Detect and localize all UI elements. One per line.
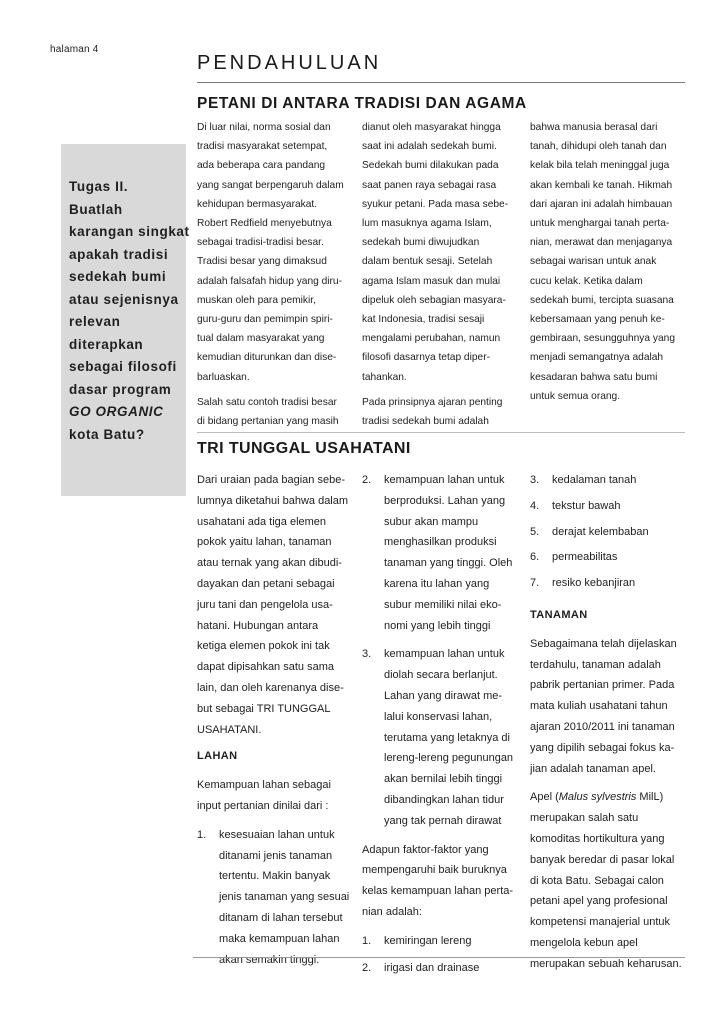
list-item-2 bbox=[362, 470, 522, 636]
text-line: sedekah bumi diwujudkan bbox=[362, 237, 480, 249]
text-line: pokok yaitu lahan, tanaman bbox=[197, 536, 332, 549]
text-line: untuk semua orang. bbox=[530, 390, 621, 402]
text-line: lereng-lereng pegunungan bbox=[384, 752, 514, 765]
text-line: ditanam di lahan tersebut bbox=[219, 911, 343, 924]
section-title: PENDAHULUAN bbox=[197, 52, 382, 74]
text-line: yang dipilih sebagai fokus ka- bbox=[530, 741, 675, 754]
text-line: yang sangat berpengaruh dalam bbox=[197, 179, 344, 191]
assignment-line: diterapkan bbox=[69, 336, 144, 352]
factor-text: kemiringan lereng bbox=[384, 934, 472, 947]
text-line: terutama yang letaknya di bbox=[384, 731, 510, 744]
apel-line bbox=[530, 787, 690, 808]
middle-divider bbox=[197, 432, 685, 433]
text-line: input pertanian dinilai dari : bbox=[197, 799, 329, 812]
text-line: tradisi masyarakat setempat, bbox=[197, 141, 328, 153]
factor-number: 5. bbox=[530, 525, 540, 538]
text-line: menjadi semangatnya adalah bbox=[530, 352, 664, 364]
text-line: gembiraan, sesungguhnya yang bbox=[530, 333, 675, 345]
factor-text: irigasi dan drainase bbox=[384, 961, 480, 974]
top-column-1 bbox=[197, 118, 357, 431]
text-line: yang tak pernah dirawat bbox=[384, 814, 502, 827]
text-line: nomi yang lebih tinggi bbox=[384, 619, 491, 632]
text-line: dayakan dan petani sebagai bbox=[197, 577, 335, 590]
text-line: di kota Batu. Sebagai calon bbox=[530, 874, 664, 887]
text-line: juru tani dan pengelola usa- bbox=[197, 598, 333, 611]
assignment-text bbox=[69, 176, 190, 446]
text-line: dibandingkan lahan tidur bbox=[384, 793, 504, 806]
text-line: muskan oleh para pemikir, bbox=[197, 294, 316, 306]
assignment-line: sedekah bumi bbox=[69, 269, 167, 284]
text-line: atau ternak yang akan dibudi- bbox=[197, 557, 342, 570]
list-number: 3. bbox=[362, 648, 372, 661]
text-line: Lahan yang dirawat me- bbox=[384, 689, 503, 702]
list-item-3 bbox=[362, 644, 522, 831]
assignment-line: atau sejenisnya bbox=[69, 291, 179, 307]
text-line: merupakan salah satu bbox=[530, 812, 639, 825]
text-line: kompetensi manajerial untuk bbox=[530, 916, 671, 929]
text-line: kelas kemampuan lahan perta- bbox=[362, 885, 514, 898]
text-line: kelak bila telah meninggal juga bbox=[530, 160, 670, 172]
text-line: syukur petani. Pada masa sebe- bbox=[362, 198, 509, 210]
text-line: tradisi sedekah bumi adalah bbox=[362, 416, 489, 428]
factor-number: 6. bbox=[530, 551, 540, 564]
text-line: Sebagaimana telah dijelaskan bbox=[530, 637, 677, 650]
text-line: adalah falsafah hidup yang diru- bbox=[197, 275, 342, 287]
text-line: tanaman yang tinggi. Oleh bbox=[384, 557, 513, 570]
text-line: ajaran 2010/2011 ini tanaman bbox=[530, 720, 675, 733]
text-line: dari ajaran ini adalah himbauan bbox=[530, 198, 673, 210]
bottom-divider bbox=[193, 957, 685, 958]
text-line: Di luar nilai, norma sosial dan bbox=[197, 122, 331, 133]
factor-item bbox=[530, 547, 690, 568]
factor-item bbox=[362, 931, 522, 952]
text-line: karena itu lahan yang bbox=[384, 577, 490, 590]
lahan-heading: LAHAN bbox=[197, 750, 238, 763]
text-line: Kemampuan lahan sebagai bbox=[197, 779, 331, 792]
text-line: agama Islam masuk dan mulai bbox=[362, 275, 501, 287]
subtitle-tradisi-agama: PETANI DI ANTARA TRADISI DAN AGAMA bbox=[197, 95, 527, 112]
text-line: dipeluk oleh sebagian masyara- bbox=[362, 294, 506, 306]
text-line: maka kemampuan lahan bbox=[219, 932, 340, 945]
text-line: bahwa manusia berasal dari bbox=[530, 122, 658, 133]
text-line: nian adalah: bbox=[362, 905, 422, 918]
text-line: Tradisi besar yang dimaksud bbox=[197, 256, 327, 268]
text-line: mengelola kebun apel bbox=[530, 936, 638, 949]
apel-text: Apel ( bbox=[530, 791, 559, 804]
text-line: kemudian diturunkan dan dise- bbox=[197, 352, 337, 364]
factor-list-left bbox=[362, 931, 522, 979]
apel-latin-name: Malus sylvestris bbox=[558, 791, 637, 804]
text-line: kebersamaan yang penuh ke- bbox=[530, 314, 665, 326]
text-line: tahankan. bbox=[362, 371, 407, 383]
text-line: tual dalam masyarakat yang bbox=[197, 333, 325, 345]
factor-text: resiko kebanjiran bbox=[552, 577, 636, 590]
factor-text: derajat kelembaban bbox=[552, 525, 649, 538]
factor-number: 2. bbox=[362, 961, 372, 974]
text-line: tanah, dihidupi oleh tanah dan bbox=[530, 141, 667, 153]
factor-item bbox=[530, 496, 690, 517]
subtitle-tri-tunggal: TRI TUNGGAL USAHATANI bbox=[197, 440, 411, 457]
text-line: dianut oleh masyarakat hingga bbox=[362, 122, 501, 133]
text-line: tertentu. Makin banyak bbox=[219, 870, 331, 883]
text-line: lain, dan oleh karenanya dise- bbox=[197, 681, 344, 694]
top-column-2 bbox=[362, 118, 522, 431]
tanaman-heading: TANAMAN bbox=[530, 608, 588, 621]
text-line: jenis tanaman yang sesuai bbox=[219, 891, 350, 904]
text-line: USAHATANI. bbox=[197, 723, 262, 736]
factor-item bbox=[530, 522, 690, 543]
text-line: filosofi dasarnya tetap diper- bbox=[362, 352, 490, 364]
text-line: saat panen raya sebagai rasa bbox=[362, 179, 497, 191]
assignment-line: sebagai filosofi bbox=[69, 359, 177, 374]
text-line: saat ini adalah sedekah bumi. bbox=[362, 141, 497, 153]
list-item-1 bbox=[197, 825, 357, 971]
text-line: akan semakin tinggi. bbox=[219, 953, 320, 966]
text-line: kat Indonesia, tradisi sesaji bbox=[362, 314, 485, 326]
assignment-line: GO ORGANIC bbox=[69, 404, 164, 419]
page-number-label: halaman 4 bbox=[50, 44, 99, 55]
text-line: mempengaruhi baik buruknya bbox=[362, 864, 507, 877]
factor-text: tekstur bawah bbox=[552, 499, 621, 512]
text-line: dapat dipisahkan satu sama bbox=[197, 661, 334, 674]
text-line: jian adalah tanaman apel. bbox=[530, 762, 656, 775]
text-line: Robert Redfield menyebutnya bbox=[197, 218, 332, 230]
text-line: di bidang pertanian yang masih bbox=[197, 416, 339, 428]
text-line: mengalami perubahan, namun bbox=[362, 333, 501, 345]
text-line: berproduksi. Lahan yang bbox=[384, 494, 506, 507]
apel-author: MilL) bbox=[636, 791, 664, 804]
factor-number: 7. bbox=[530, 577, 540, 590]
text-line: barluaskan. bbox=[197, 371, 250, 383]
text-line: akan kembali ke tanah. Hikmah bbox=[530, 179, 673, 191]
text-line: usahatani ada tiga elemen bbox=[197, 515, 327, 528]
text-line: kesadaran bahwa satu bumi bbox=[530, 371, 658, 383]
text-line: Salah satu contoh tradisi besar bbox=[197, 396, 337, 408]
text-line: ketiga elemen pokok ini tak bbox=[197, 640, 330, 653]
assignment-line: relevan bbox=[69, 314, 121, 329]
text-line: sedekah bumi, tercipta suasana bbox=[530, 294, 674, 306]
factor-text: kedalaman tanah bbox=[552, 474, 637, 486]
assignment-line: Buatlah bbox=[69, 201, 123, 217]
bottom-column-3 bbox=[530, 470, 690, 975]
text-line: lum masuknya agama Islam, bbox=[362, 218, 492, 230]
text-line: but sebagai TRI TUNGGAL bbox=[197, 702, 331, 715]
top-divider bbox=[197, 82, 685, 83]
bottom-column-1 bbox=[197, 470, 357, 970]
text-line: guru-guru dan pemimpin spiri- bbox=[197, 314, 333, 326]
assignment-line: apakah tradisi bbox=[69, 246, 169, 262]
list-number: 1. bbox=[197, 828, 207, 841]
text-line: diolah secara berlanjut. bbox=[384, 669, 498, 682]
text-line: petani apel yang profesional bbox=[530, 895, 668, 908]
factor-number: 3. bbox=[530, 474, 540, 486]
text-line: komoditas hortikultura yang bbox=[530, 832, 665, 845]
text-line: akan bernilai lebih tinggi bbox=[384, 773, 503, 786]
text-line: merupakan sebuah keharusan. bbox=[530, 957, 682, 970]
text-line: terdahulu, tanaman adalah bbox=[530, 658, 661, 671]
bottom-column-2 bbox=[362, 470, 522, 984]
list-item-first-line: kemampuan lahan untuk bbox=[384, 648, 505, 661]
text-line: ditanami jenis tanaman bbox=[219, 849, 333, 862]
text-line: menghasilkan produksi bbox=[384, 536, 497, 549]
text-line: untuk menghargai tanah perta- bbox=[530, 218, 670, 230]
list-item-first-line: kemampuan lahan untuk bbox=[384, 474, 505, 486]
text-line: dalam bentuk sesaji. Setelah bbox=[362, 256, 493, 268]
text-line: subur memiliki nilai eko- bbox=[384, 598, 502, 611]
text-line: pabrik pertanian primer. Pada bbox=[530, 679, 675, 692]
text-line: hatani. Hubungan antara bbox=[197, 619, 319, 632]
list-number: 2. bbox=[362, 474, 372, 486]
text-line: lumnya diketahui bahwa dalam bbox=[197, 494, 349, 507]
assignment-line: kota Batu? bbox=[69, 426, 145, 442]
assignment-sidebar bbox=[61, 144, 190, 496]
top-column-3 bbox=[530, 118, 690, 406]
text-line: kehidupan bermasyarakat. bbox=[197, 198, 318, 210]
text-line: Adapun faktor-faktor yang bbox=[362, 843, 489, 856]
text-line: ada beberapa cara pandang bbox=[197, 160, 326, 172]
text-line: Dari uraian pada bagian sebe- bbox=[197, 474, 345, 486]
text-line: subur akan mampu bbox=[384, 515, 479, 528]
text-line: lalui konservasi lahan, bbox=[384, 710, 493, 723]
assignment-line: karangan singkat bbox=[69, 224, 190, 239]
factor-item bbox=[362, 958, 522, 979]
text-line: Sedekah bumi dilakukan pada bbox=[362, 160, 499, 172]
text-line: Pada prinsipnya ajaran penting bbox=[362, 396, 503, 408]
text-line: sebagai tradisi-tradisi besar. bbox=[197, 237, 324, 249]
list-item-first-line: kesesuaian lahan untuk bbox=[219, 828, 335, 841]
factor-text: permeabilitas bbox=[552, 551, 618, 564]
factor-number: 4. bbox=[530, 499, 540, 512]
factor-item bbox=[530, 573, 690, 594]
factor-number: 1. bbox=[362, 934, 372, 947]
text-line: cucu kelak. Ketika dalam bbox=[530, 275, 643, 287]
text-line: banyak beredar di pasar lokal bbox=[530, 853, 675, 866]
text-line: sebagai warisan untuk anak bbox=[530, 256, 657, 268]
factor-item bbox=[530, 470, 690, 491]
assignment-line: dasar program bbox=[69, 381, 172, 397]
text-line: nian, merawat dan menjaganya bbox=[530, 237, 673, 249]
text-line: mata kuliah usahatani tahun bbox=[530, 700, 668, 713]
factor-list-right bbox=[530, 470, 690, 594]
assignment-line: Tugas II. bbox=[69, 179, 129, 194]
